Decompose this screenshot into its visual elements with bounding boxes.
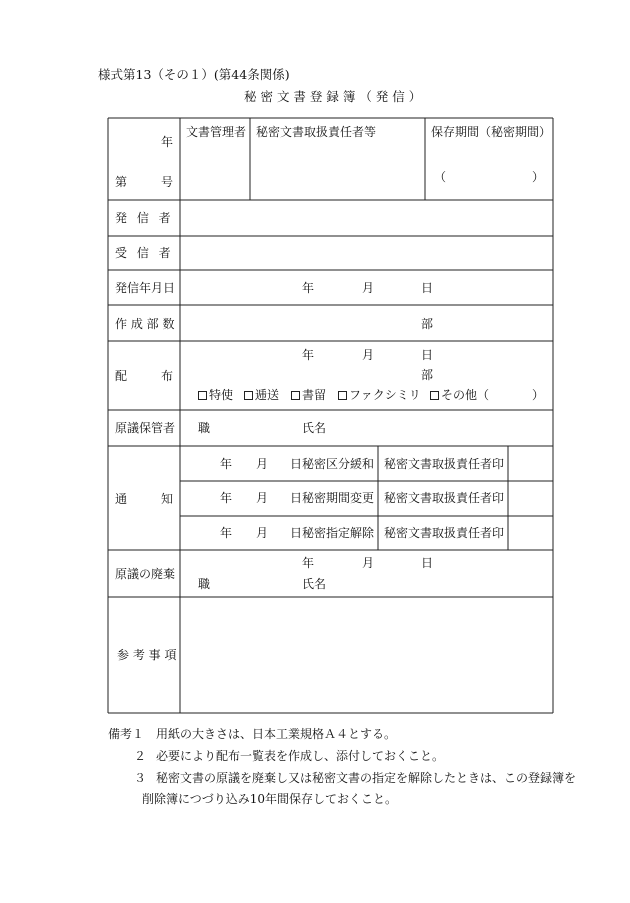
original-keeper-label: 原議保管者	[115, 421, 176, 435]
notice-3-year: 年	[220, 526, 233, 540]
distribution-label-1: 配	[115, 369, 128, 383]
notice-3-event: 日秘密指定解除	[290, 526, 375, 540]
send-date-label: 発信年月日	[115, 281, 176, 295]
copies-unit: 部	[421, 317, 434, 331]
notice-1-month: 月	[256, 457, 269, 471]
disposal-label: 原議の廃棄	[115, 567, 176, 581]
footnote-3-text-line2: 削除簿につづり込み10年間保存しておくこと。	[142, 792, 398, 806]
year-label: 年	[161, 135, 174, 149]
copies-label: 作 成 部 数	[115, 317, 175, 331]
notice-label-2: 知	[161, 492, 174, 506]
number-label-prefix: 第	[115, 175, 128, 189]
distribution-label-2: 布	[161, 369, 174, 383]
method-checkbox-registered[interactable]: 書留	[291, 388, 326, 402]
sender-label: 発 信 者	[115, 211, 174, 225]
notice-2-month: 月	[256, 491, 269, 505]
distribution-copies-unit: 部	[421, 368, 434, 382]
footnote-3-number: ３	[134, 771, 147, 785]
notice-2-seal-label: 秘密文書取扱責任者印	[384, 491, 505, 505]
send-date-year: 年	[302, 281, 315, 295]
recipient-label: 受 信 者	[115, 246, 174, 260]
remarks-label: 参 考 事 項	[117, 648, 177, 662]
secret-handler-header: 秘密文書取扱責任者等	[256, 125, 377, 139]
distribution-day: 日	[421, 348, 434, 362]
notice-1-year: 年	[220, 457, 233, 471]
method-checkbox-other[interactable]: その他（	[430, 388, 489, 402]
disposal-name-label: 氏名	[302, 577, 327, 591]
number-label-suffix: 号	[161, 175, 174, 189]
retention-paren-close: ）	[532, 170, 545, 184]
footnote-1-prefix: 備考１	[108, 727, 145, 741]
method-checkbox-relay[interactable]: 逓送	[244, 388, 279, 402]
method-checkbox-courier[interactable]: 特使	[198, 388, 233, 402]
send-date-month: 月	[362, 281, 375, 295]
keeper-name-label: 氏名	[302, 421, 327, 435]
form-number: 様式第13（その１）(第44条関係)	[98, 67, 290, 82]
notice-3-seal-label: 秘密文書取扱責任者印	[384, 526, 505, 540]
send-date-day: 日	[421, 281, 434, 295]
notice-2-year: 年	[220, 491, 233, 505]
doc-manager-header: 文書管理者	[186, 125, 247, 139]
disposal-year: 年	[302, 556, 315, 570]
footnote-2-text: 必要により配布一覧表を作成し、添付しておくこと。	[156, 749, 445, 763]
notice-label-1: 通	[115, 492, 128, 506]
page-title: 秘 密 文 書 登 録 簿 （ 発 信 ）	[244, 89, 422, 104]
retention-period-header: 保存期間（秘密期間）	[431, 125, 552, 139]
distribution-month: 月	[362, 348, 375, 362]
retention-paren-open: （	[434, 170, 447, 184]
keeper-post-label: 職	[198, 421, 211, 435]
notice-2-event: 日秘密期間変更	[290, 491, 375, 505]
method-other-paren-close: ）	[532, 388, 545, 402]
notice-1-event: 日秘密区分緩和	[290, 457, 375, 471]
disposal-month: 月	[362, 556, 375, 570]
notice-1-seal-label: 秘密文書取扱責任者印	[384, 457, 505, 471]
method-checkbox-fax[interactable]: ファクシミリ	[338, 388, 421, 402]
footnote-1-text: 用紙の大きさは、日本工業規格Ａ４とする。	[156, 727, 397, 741]
footnote-3-text-line1: 秘密文書の原議を廃棄し又は秘密文書の指定を解除したときは、この登録簿を	[156, 771, 577, 785]
notice-3-month: 月	[256, 526, 269, 540]
disposal-post-label: 職	[198, 577, 211, 591]
disposal-day: 日	[421, 556, 434, 570]
footnote-2-number: ２	[134, 749, 147, 763]
distribution-year: 年	[302, 348, 315, 362]
